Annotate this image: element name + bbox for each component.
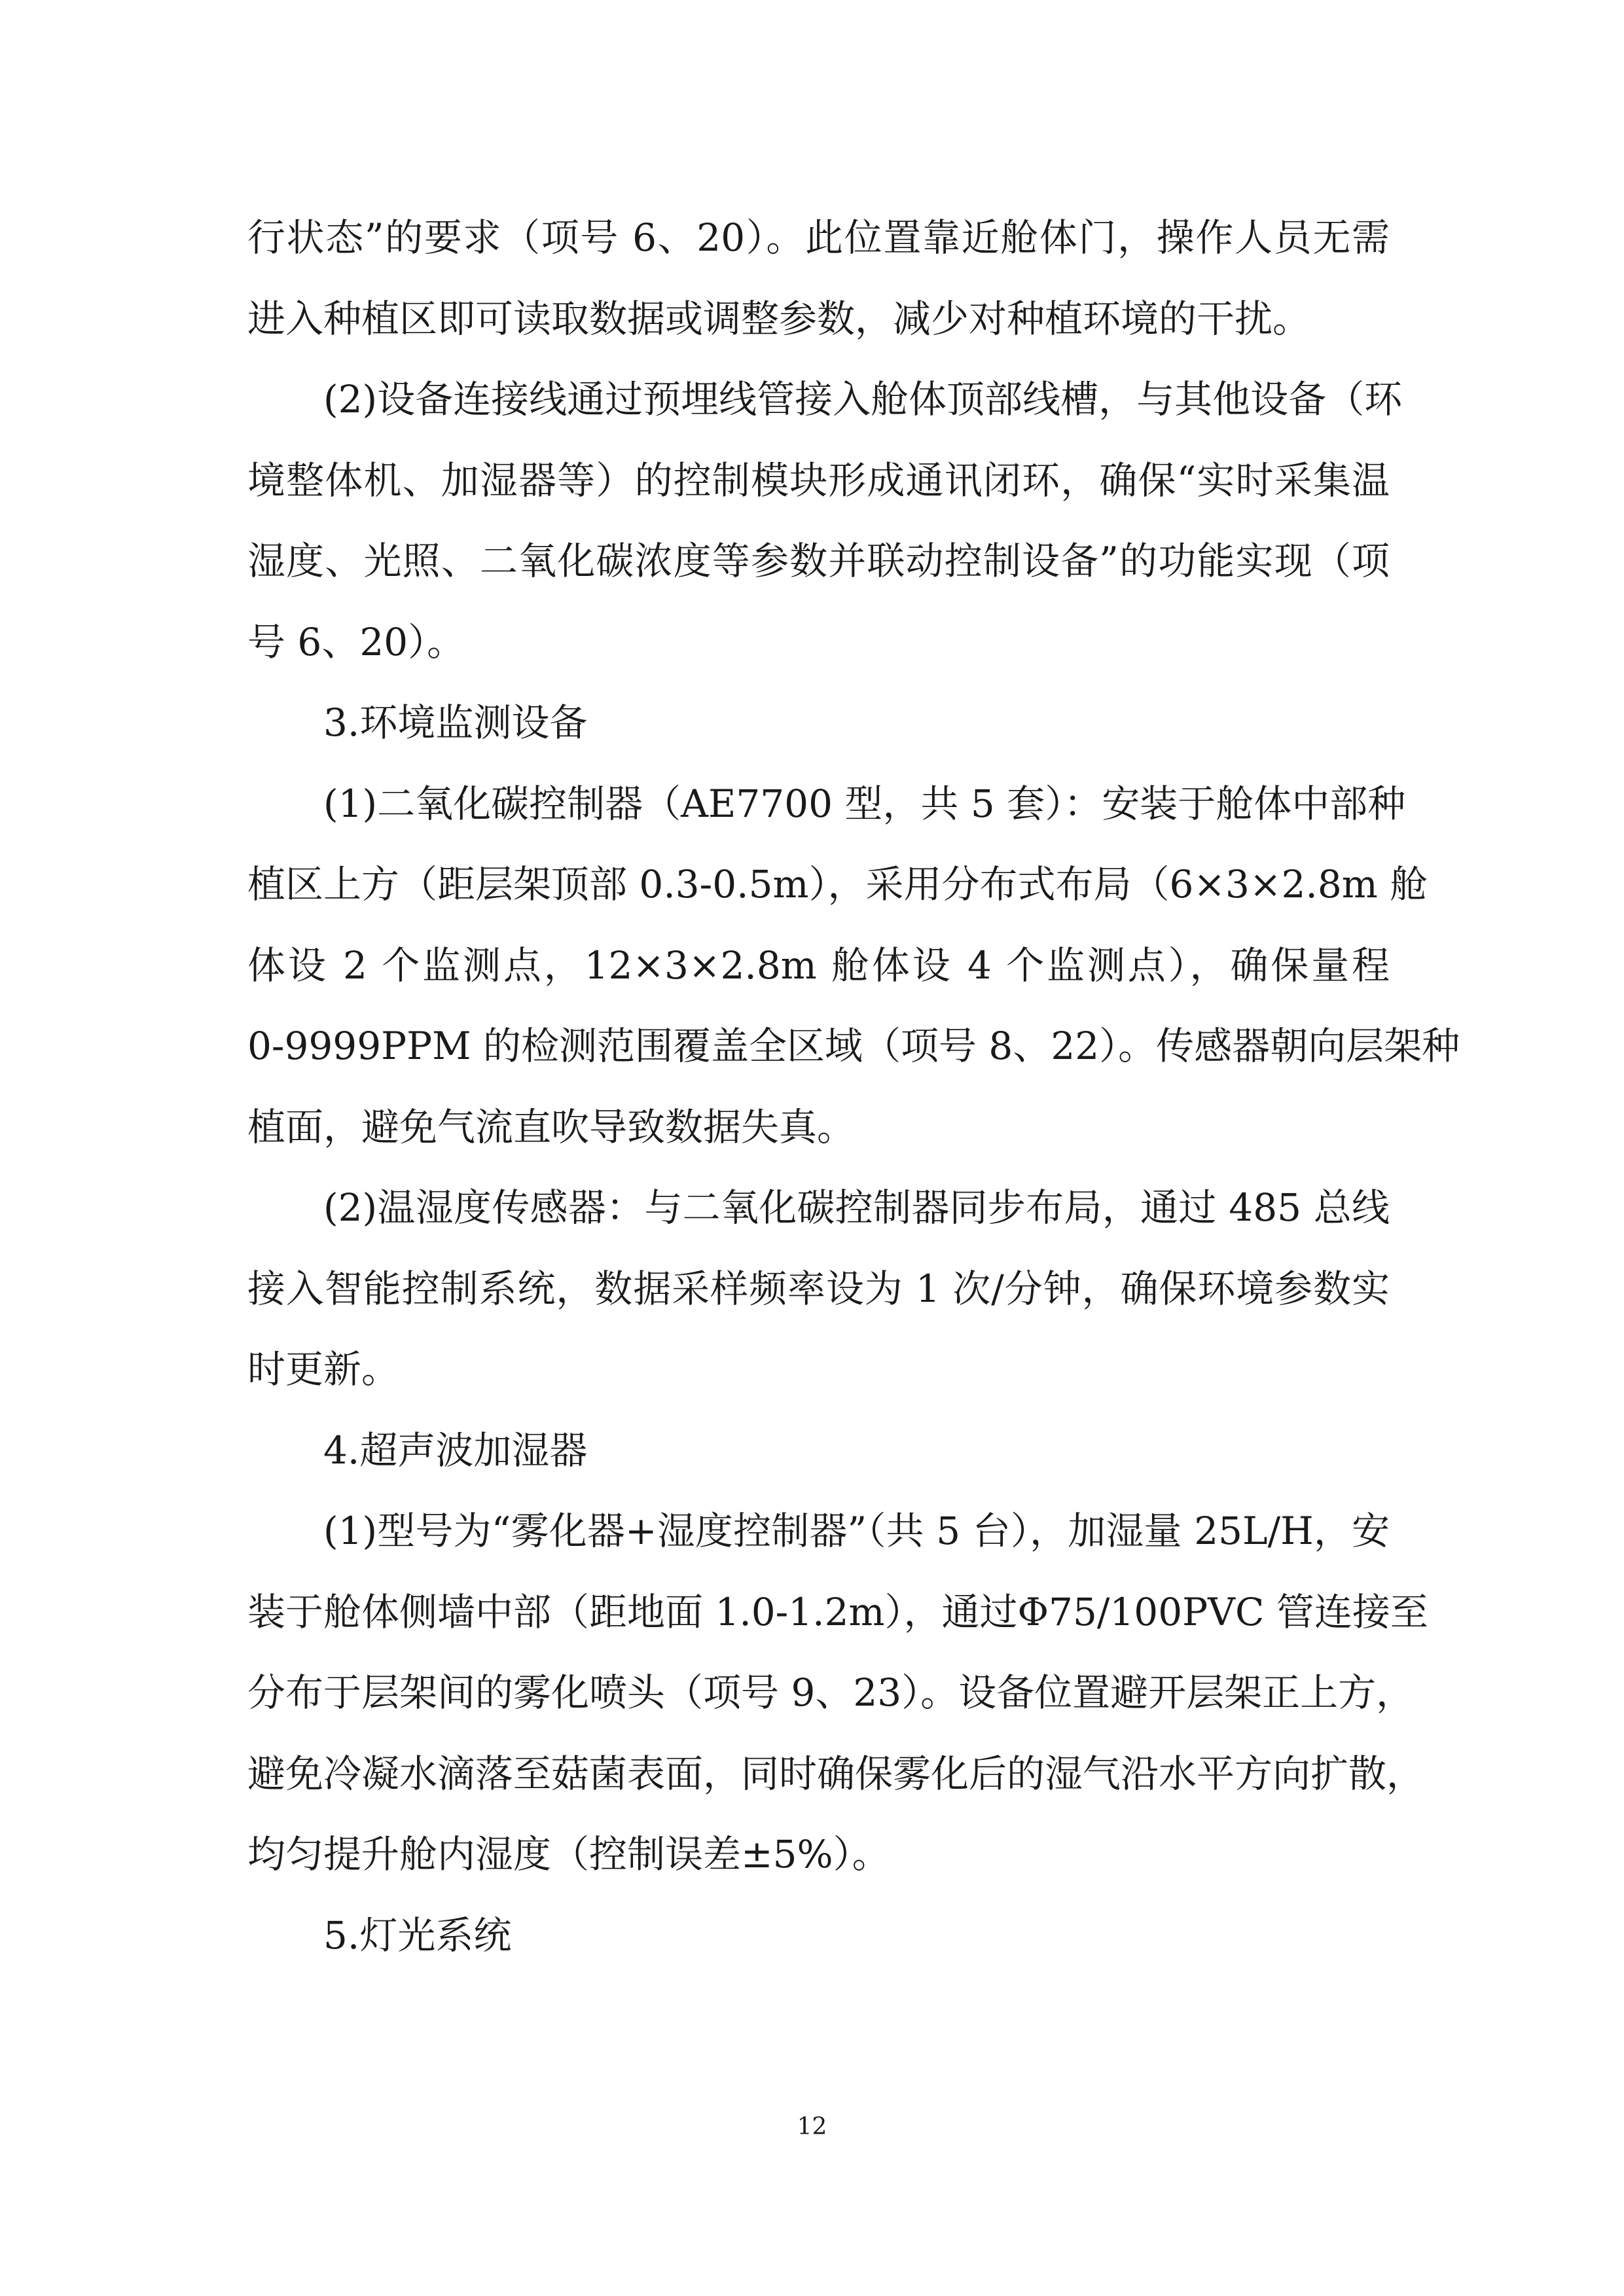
paragraph-line: 植面，避免气流直吹导致数据失真。 bbox=[247, 1104, 856, 1149]
paragraph-line: (2)设备连接线通过预埋线管接入舱体顶部线槽，与其他设备（环 bbox=[323, 377, 1403, 422]
paragraph-line: 装于舱体侧墙中部（距地面 1.0-1.2m），通过Φ75/100PVC 管连接至 bbox=[247, 1589, 1428, 1634]
paragraph-line: 分布于层架间的雾化喷头（项号 9、23）。设备位置避开层架正上方， bbox=[247, 1670, 1415, 1715]
paragraph-line: 0-9999PPM 的检测范围覆盖全区域（项号 8、22）。传感器朝向层架种 bbox=[247, 1024, 1460, 1068]
paragraph-line: 体设 2 个监测点，12×3×2.8m 舱体设 4 个监测点），确保量程 bbox=[247, 942, 1390, 988]
paragraph-line: 进入种植区即可读取数据或调整参数，减少对种植环境的干扰。 bbox=[247, 296, 1311, 341]
section-heading: 3.环境监测设备 bbox=[323, 700, 588, 745]
body-text bbox=[247, 198, 1460, 1976]
page-number: 12 bbox=[797, 2113, 827, 2140]
paragraph-line: (2)温湿度传感器：与二氧化碳控制器同步布局，通过 485 总线 bbox=[323, 1185, 1390, 1230]
paragraph-line: 湿度、光照、二氧化碳浓度等参数并联动控制设备”的功能实现（项 bbox=[247, 539, 1390, 583]
paragraph-line: 植区上方（距层架顶部 0.3-0.5m），采用分布式布局（6×3×2.8m 舱 bbox=[247, 862, 1428, 906]
section-heading: 4.超声波加湿器 bbox=[323, 1427, 588, 1473]
paragraph-line: 避免冷凝水滴落至菇菌表面，同时确保雾化后的湿气沿水平方向扩散， bbox=[247, 1751, 1425, 1796]
paragraph-line: 时更新。 bbox=[247, 1347, 400, 1391]
paragraph-line: 境整体机、加湿器等）的控制模块形成通讯闭环，确保“实时采集温 bbox=[247, 457, 1390, 503]
paragraph-line: 均匀提升舱内湿度（控制误差±5%）。 bbox=[247, 1832, 890, 1876]
paragraph-line: (1)型号为“雾化器+湿度控制器”（共 5 台），加湿量 25L/H，安 bbox=[323, 1509, 1390, 1553]
paragraph-line: (1)二氧化碳控制器（AE7700 型，共 5 套）：安装于舱体中部种 bbox=[323, 781, 1406, 826]
section-heading: 5.灯光系统 bbox=[323, 1912, 512, 1958]
paragraph-line: 号 6、20）。 bbox=[247, 619, 465, 664]
paragraph-line: 行状态”的要求（项号 6、20）。此位置靠近舱体门，操作人员无需 bbox=[247, 215, 1390, 260]
paragraph-line: 接入智能控制系统，数据采样频率设为 1 次/分钟，确保环境参数实 bbox=[247, 1266, 1390, 1311]
